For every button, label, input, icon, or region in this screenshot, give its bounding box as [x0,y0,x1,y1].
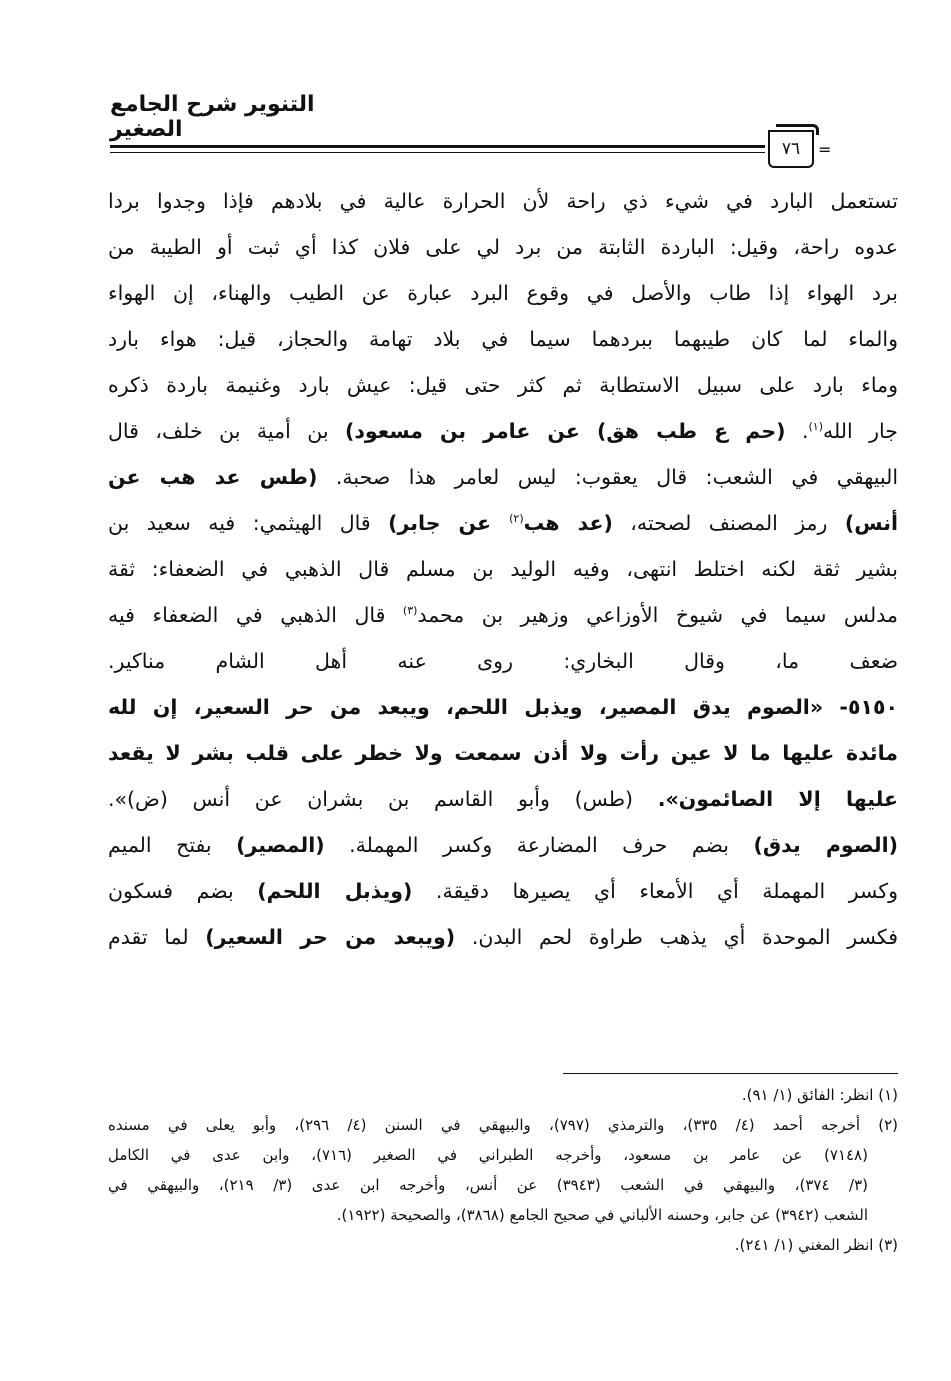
bold-text: (حم ع طب هق) عن عامر بن مسعود) [345,419,786,443]
text: والماء لما كان طيبهما ببردهما سيما في بلاد تهامة والحجاز، قيل: هواء بارد [108,327,898,351]
text: قال الهيثمي: فيه سعيد بن [108,511,389,535]
text: لما تقدم [108,925,206,949]
text: عدوه راحة، وقيل: الباردة الثابتة من برد لي على فلان كذا أي ثبت أو الطيبة من [108,235,898,259]
main-text [108,178,898,960]
text: وماء بارد على سبيل الاستطابة ثم كثر حتى قيل: عيش بارد وغنيمة باردة ذكره [108,373,898,397]
text: فكسر الموحدة أي يذهب طراوة لحم البدن. [455,925,898,949]
text-line [108,638,898,684]
bold-text: عن جابر) [388,511,510,535]
text-line [108,270,898,316]
text-line [108,500,898,546]
bold-text: (الصوم يدق) [753,833,898,857]
footnote-separator [563,1073,898,1074]
text: البيهقي في الشعب: قال يعقوب: ليس لعامر هذا صحبة. [317,465,898,489]
bold-text: عليها إلا الصائمون». [657,787,898,811]
text-line [108,408,898,454]
text: مدلس سيما في شيوخ الأوزاعي وزهير بن محمد [417,603,898,627]
text: قال الذهبي في الضعفاء فيه [108,603,403,627]
bold-text: (ويذبل اللحم) [257,879,413,903]
footnote: (١) انظر: الفائق (١/ ٩١). [741,1086,898,1104]
bold-text: (طس عد هب عن [108,465,318,489]
text-line [108,454,898,500]
text-line [108,546,898,592]
text-line [108,868,898,914]
text: تستعمل البارد في شيء ذي راحة لأن الحرارة عالية في بلادهم فإذا وجدوا بردا [108,189,898,213]
footnotes [108,1080,898,1260]
text: بفتح الميم [108,833,237,857]
bold-text: ٥١٥٠- «الصوم يدق المصير، ويذبل اللحم، ويبعد من حر السعير، إن لله [108,695,898,719]
text: جار الله [822,419,898,443]
text: وكسر المهملة أي الأمعاء أي يصيرها دقيقة. [412,879,898,903]
running-header-title: التنوير شرح الجامع الصغير [110,92,315,142]
footnote: (٣) انظر المغني (١/ ٢٤١). [734,1236,898,1254]
footnote-ref: (٢) [509,512,524,526]
text-line [108,224,898,270]
bold-text: مائدة عليها ما لا عين رأت ولا أذن سمعت ولا خطر على قلب بشر لا يقعد [108,741,898,765]
header-ornament: = [818,140,832,159]
footnote-ref: (٣) [402,604,418,618]
text-line [108,316,898,362]
text: . [785,419,809,443]
footnote: (٣/ ٣٧٤)، والبيهقي في الشعب (٣٩٤٣) عن أنس، وأخرجه ابن عدى (٣/ ٢١٩)، والبيهقي في [108,1176,869,1194]
text: بشير ثقة لكنه اختلط انتهى، وفيه الوليد بن مسلم قال الذهبي في الضعفاء: ثقة [108,557,898,581]
text: رمز المصنف لصحته، [612,511,845,535]
page-number: ٧٦ [768,130,814,168]
header-rule [110,145,765,148]
text: ضعف ما، وقال البخاري: روى عنه أهل الشام مناكير. [108,649,898,673]
text: (طس) وأبو القاسم بن بشران عن أنس (ض)». [108,787,658,811]
text-line [108,914,898,960]
footnote-ref: (١) [808,420,823,434]
footnote: (٢) أخرجه أحمد (٤/ ٣٣٥)، والترمذي (٧٩٧)، والبيهقي في السنن (٤/ ٢٩٦)، وأبو يعلى في مسنده [108,1116,898,1134]
text-line [108,362,898,408]
text: بن أمية بن خلف، قال [108,419,346,443]
footnote: (٧١٤٨) عن عامر بن مسعود، وأخرجه الطبراني في الصغير (٧١٦)، وابن عدى في الكامل [108,1146,868,1164]
text-line [108,776,898,822]
text: بضم فسكون [108,879,258,903]
text-line [108,178,898,224]
header-rule-thin [110,152,765,153]
text-line [108,730,898,776]
text-line [108,822,898,868]
bold-text: (عد هب [523,511,613,535]
footnote: الشعب (٣٩٤٢) عن جابر، وحسنه الألباني في صحيح الجامع (٣٨٦٨)، والصحيحة (١٩٢٢). [336,1206,868,1224]
bold-text: (ويبعد من حر السعير) [205,925,456,949]
bold-text: أنس) [844,511,898,535]
text: بضم حرف المضارعة وكسر المهملة. [324,833,754,857]
bold-text: (المصير) [236,833,325,857]
text: برد الهواء إذا طاب والأصل في وقوع البرد عبارة عن الطيب والهناء، إن الهواء [108,281,898,305]
text-line [108,592,898,638]
text-line [108,684,898,730]
